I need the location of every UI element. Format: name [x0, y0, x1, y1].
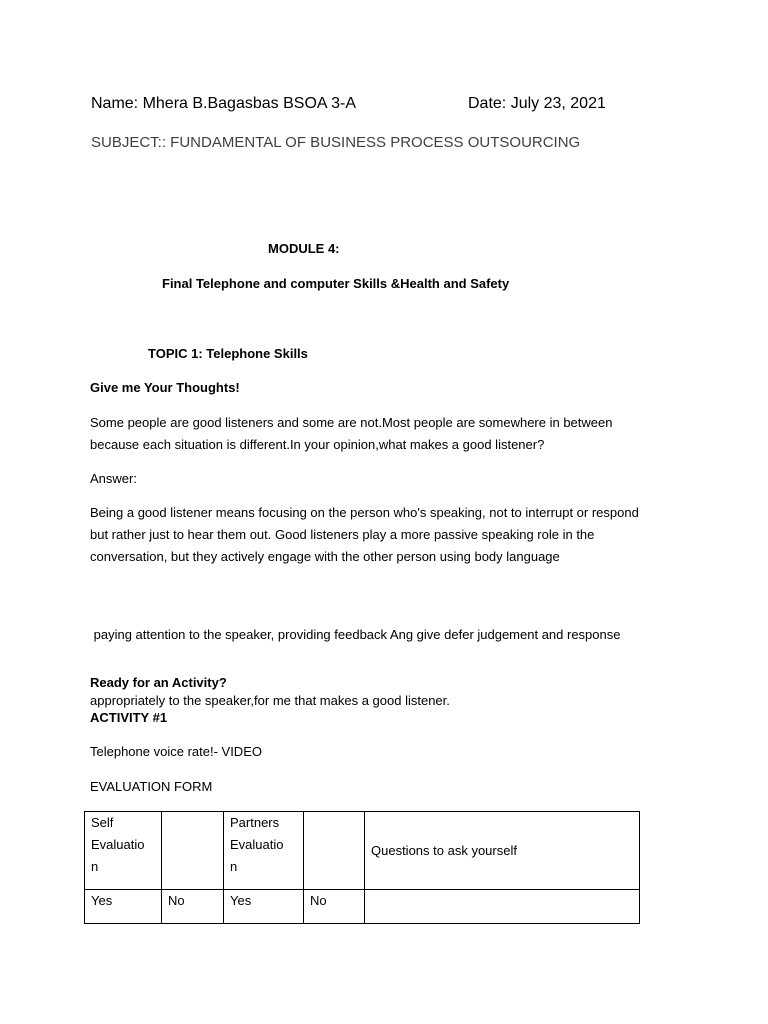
question-cell [365, 890, 640, 924]
table-row [85, 890, 640, 924]
activity-title: Telephone voice rate!- VIDEO [90, 744, 262, 759]
answer-paragraph-2 [90, 580, 690, 734]
answer-line: appropriately to the speaker,for me that makes a good listener. [90, 693, 450, 708]
module-subtitle: Final Telephone and computer Skills &Health and Safety [162, 276, 510, 291]
partners-evaluation-header: Partners Evaluatio n [224, 812, 304, 890]
answer-paragraph-1 [90, 502, 690, 568]
table-cell [304, 812, 365, 890]
partner-no-cell: No [304, 890, 365, 924]
date-line: Date: July 23, 2021 [468, 95, 606, 112]
prompt-line: Some people are good listeners and some are not.Most people are somewhere in between [90, 415, 613, 430]
table-cell [162, 812, 224, 890]
table-row [85, 812, 640, 890]
self-yes-cell: Yes [85, 890, 162, 924]
answer-label: Answer: [90, 471, 137, 486]
answer-line: paying attention to the speaker, providing feedback Ang give defer judgement and response [90, 627, 621, 642]
answer-line: but rather just to hear them out. Good listeners play a more passive speaking role in the [90, 527, 595, 542]
topic-heading: TOPIC 1: Telephone Skills [148, 346, 308, 361]
evaluation-form-title: EVALUATION FORM [90, 779, 213, 794]
questions-header: Questions to ask yourself [365, 812, 640, 890]
thoughts-heading: Give me Your Thoughts! [90, 380, 240, 395]
activity-number: ACTIVITY #1 [90, 710, 168, 725]
student-name: Name: Mhera B.Bagasbas BSOA 3-A [91, 95, 357, 112]
prompt-paragraph [90, 412, 690, 456]
prompt-line: because each situation is different.In your opinion,what makes a good listener? [90, 437, 545, 452]
module-title: MODULE 4: [268, 241, 340, 256]
answer-line: conversation, but they actively engage with the other person using body language [90, 549, 560, 564]
evaluation-table [84, 811, 640, 924]
subject-line: SUBJECT:: FUNDAMENTAL OF BUSINESS PROCESS OUTSOURCING [91, 134, 581, 151]
answer-line: Being a good listener means focusing on the person who's speaking, not to interrupt or respond [90, 505, 639, 520]
self-evaluation-header: Self Evaluatio n [85, 812, 162, 890]
partner-yes-cell: Yes [224, 890, 304, 924]
self-no-cell: No [162, 890, 224, 924]
ready-heading: Ready for an Activity? [90, 675, 227, 690]
